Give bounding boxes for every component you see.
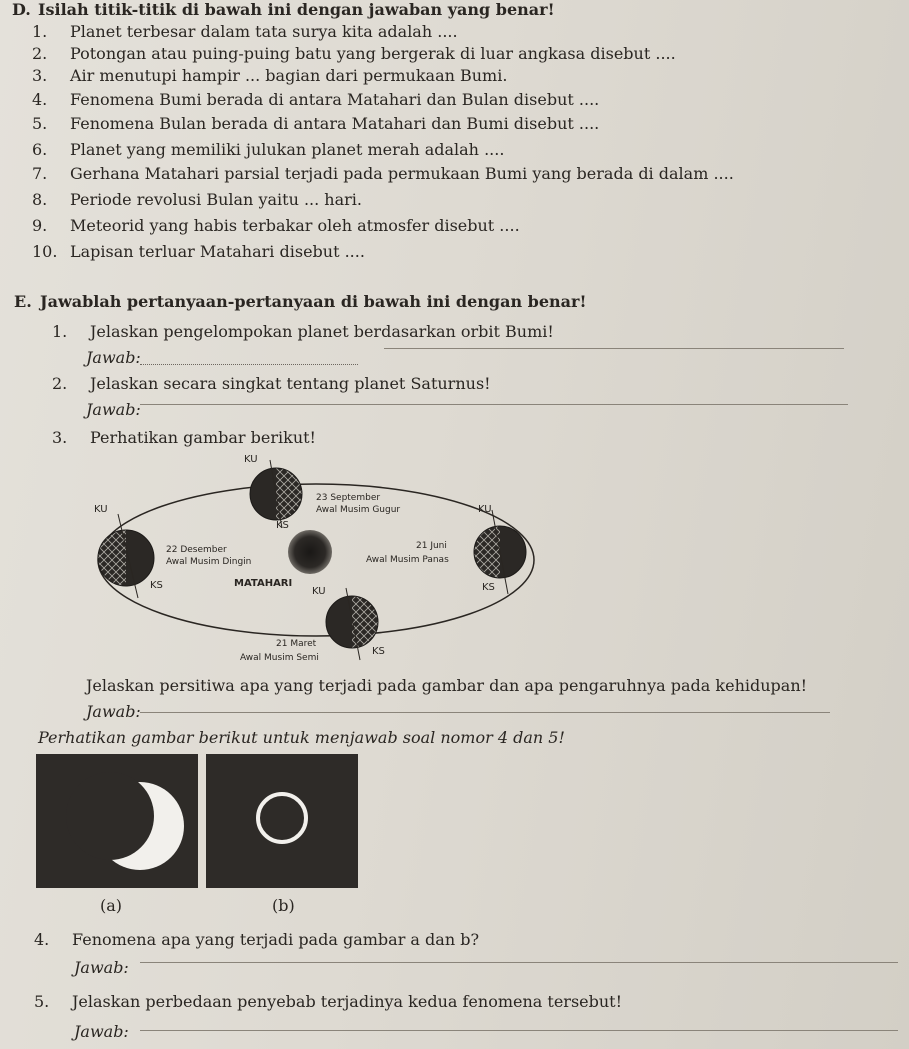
list-item <box>32 66 507 86</box>
dec-date: 22 Desember <box>166 545 227 555</box>
section-e-title: Jawablah pertanyaan-pertanyaan di bawah ini dengan benar! <box>40 292 587 311</box>
jun-season: Awal Musim Panas <box>366 555 449 565</box>
ku-label: KU <box>312 586 326 597</box>
item-text: Planet yang memiliki julukan planet merah adalah .... <box>70 140 505 159</box>
answer-label: Jawab: <box>86 702 141 721</box>
sun-label: MATAHARI <box>234 578 293 589</box>
list-item <box>32 90 599 110</box>
question-text: Perhatikan gambar berikut! <box>90 428 316 447</box>
item-number: 8. <box>32 190 48 209</box>
section-e-header <box>14 292 587 312</box>
ks-label: KS <box>150 580 163 591</box>
question-1 <box>52 322 554 342</box>
question-text: Jelaskan pengelompokan planet berdasarkan orbit Bumi! <box>90 322 554 341</box>
list-item <box>32 22 458 42</box>
section-d-header <box>12 0 555 20</box>
answer-line[interactable] <box>140 962 898 963</box>
question-text: Jelaskan secara singkat tentang planet Saturnus! <box>90 374 491 393</box>
item-number: 2. <box>32 44 48 63</box>
answer-label: Jawab: <box>74 1022 129 1041</box>
mar-date: 21 Maret <box>276 639 317 649</box>
list-item <box>32 140 504 160</box>
list-item <box>32 44 676 64</box>
earth-march-icon <box>326 588 378 660</box>
item-text: Air menutupi hampir ... bagian dari permukaan Bumi. <box>70 66 508 85</box>
item-text: Lapisan terluar Matahari disebut .... <box>70 242 365 261</box>
jun-date: 21 Juni <box>416 541 447 551</box>
ks-label: KS <box>482 582 495 593</box>
earth-december-icon <box>98 514 154 598</box>
item-number: 1. <box>32 22 48 41</box>
item-number: 9. <box>32 216 48 235</box>
question-number: 2. <box>52 374 68 393</box>
question-5 <box>34 992 622 1012</box>
answer-line[interactable] <box>140 712 830 713</box>
ku-label: KU <box>478 504 492 515</box>
item-text: Planet terbesar dalam tata surya kita adalah .... <box>70 22 458 41</box>
section-d-letter: D. <box>12 0 31 19</box>
sep-date: 23 September <box>316 493 381 503</box>
answer-label: Jawab: <box>74 958 129 977</box>
question-3-followup: Jelaskan persitiwa apa yang terjadi pada gambar dan apa pengaruhnya pada kehidupan! <box>86 676 808 695</box>
item-number: 3. <box>32 66 48 85</box>
question-number: 1. <box>52 322 68 341</box>
item-number: 5. <box>32 114 48 133</box>
question-3 <box>52 428 316 448</box>
question-4 <box>34 930 479 950</box>
item-text: Fenomena Bulan berada di antara Matahari dan Bumi disebut .... <box>70 114 600 133</box>
sep-season: Awal Musim Gugur <box>316 505 401 515</box>
question-number: 4. <box>34 930 50 949</box>
list-item <box>32 242 365 262</box>
item-text: Gerhana Matahari parsial terjadi pada permukaan Bumi yang berada di dalam .... <box>70 164 734 183</box>
eclipse-image-b <box>206 754 358 888</box>
answer-line[interactable] <box>140 364 358 365</box>
ks-label: KS <box>372 646 385 657</box>
crescent-moon-icon <box>36 754 198 888</box>
earth-september-icon <box>250 460 302 528</box>
answer-line[interactable] <box>384 348 844 349</box>
section-e-letter: E. <box>14 292 32 311</box>
list-item <box>32 190 362 210</box>
seasons-orbit-diagram <box>80 448 550 670</box>
mar-season: Awal Musim Semi <box>240 653 319 663</box>
list-item <box>32 216 520 236</box>
ku-label: KU <box>244 454 258 465</box>
answer-line[interactable] <box>140 1030 898 1031</box>
annular-ring-icon <box>206 754 358 888</box>
list-item <box>32 114 599 134</box>
item-text: Meteorid yang habis terbakar oleh atmosfer disebut .... <box>70 216 520 235</box>
eclipse-image-a <box>36 754 198 888</box>
answer-label: Jawab: <box>86 348 141 367</box>
item-text: Potongan atau puing-puing batu yang bergerak di luar angkasa disebut .... <box>70 44 676 63</box>
q45-intro: Perhatikan gambar berikut untuk menjawab soal nomor 4 dan 5! <box>38 728 565 747</box>
section-d-title: Isilah titik-titik di bawah ini dengan jawaban yang benar! <box>38 0 555 19</box>
question-text: Jelaskan perbedaan penyebab terjadinya kedua fenomena tersebut! <box>72 992 623 1011</box>
item-number: 7. <box>32 164 48 183</box>
answer-label: Jawab: <box>86 400 141 419</box>
question-text: Fenomena apa yang terjadi pada gambar a dan b? <box>72 930 480 949</box>
list-item <box>32 164 734 184</box>
ku-label: KU <box>94 504 108 515</box>
question-2 <box>52 374 491 394</box>
sun-icon <box>288 530 332 574</box>
item-number: 10. <box>32 242 58 261</box>
question-number: 3. <box>52 428 68 447</box>
caption-b: (b) <box>272 896 295 915</box>
caption-a: (a) <box>100 896 123 915</box>
dec-season: Awal Musim Dingin <box>166 557 252 567</box>
item-number: 6. <box>32 140 48 159</box>
item-number: 4. <box>32 90 48 109</box>
item-text: Periode revolusi Bulan yaitu ... hari. <box>70 190 362 209</box>
answer-line[interactable] <box>140 404 848 405</box>
item-text: Fenomena Bumi berada di antara Matahari dan Bulan disebut .... <box>70 90 600 109</box>
question-number: 5. <box>34 992 50 1011</box>
ks-label: KS <box>276 520 289 531</box>
